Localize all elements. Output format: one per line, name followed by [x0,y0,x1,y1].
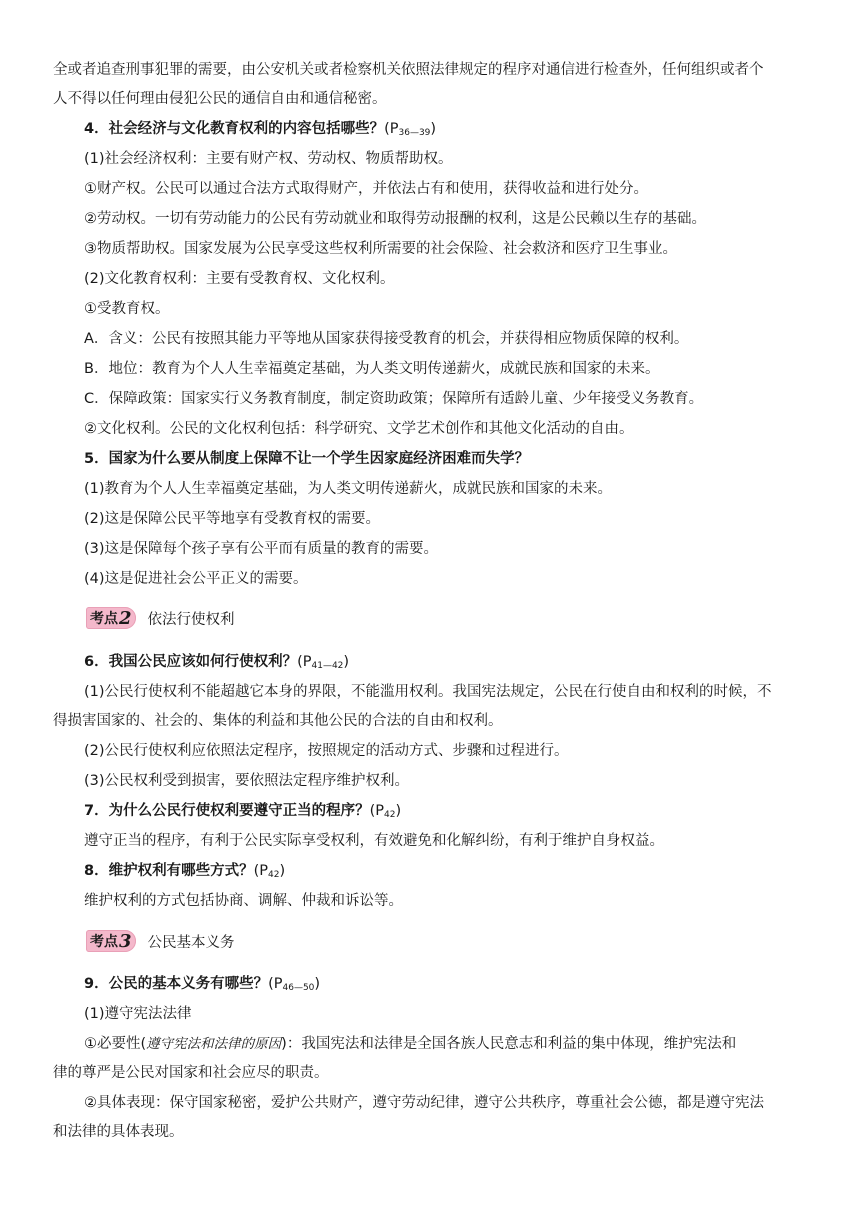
section-title: 依法行使权利 [147,611,235,628]
answer-line: 律的尊严是公民对国家和社会应尽的职责。 [53,1065,329,1081]
page-ref: $(P_{36—39})$ [384,121,437,138]
answer-line: (3)这是保障每个孩子享有公平而有质量的教育的需要。 [84,541,439,557]
answer-line: 维护权利的方式包括协商、调解、仲裁和诉讼等。 [84,893,403,909]
page-ref: $(P_{41—42})$ [297,654,350,671]
question-7 [84,801,860,821]
kaodian-badge: 考点 2 [86,607,136,629]
answer-line: (1)公民行使权利不能超越它本身的界限，不能滥用权利。我国宪法规定，公民在行使自由和权利的时候，不 [84,684,772,700]
answer-line: (3)公民权利受到损害，要依照法定程序维护权利。 [84,773,410,789]
italic-note: 遵守宪法和法律的原因 [146,1036,282,1052]
answer-line: (4)这是促进社会公平正义的需要。 [84,571,308,587]
page-ref: $(P_{42})$ [369,803,402,820]
paragraph-line: 人不得以任何理由侵犯公民的通信自由和通信秘密。 [53,91,387,107]
answer-line: ②劳动权。一切有劳动能力的公民有劳动就业和取得劳动报酬的权利，这是公民赖以生存的基础。 [84,211,706,227]
answer-line: 得损害国家的、社会的、集体的利益和其他公民的合法的自由和权利。 [53,713,503,729]
answer-line: (1)遵守宪法法律 [84,1006,192,1022]
answer-line: 和法律的具体表现。 [53,1124,184,1140]
answer-line: 遵守正当的程序，有利于公民实际享受权利，有效避免和化解纠纷，有利于维护自身权益。 [84,833,664,849]
page-ref: $(P_{46—50})$ [268,976,321,993]
question-text: 9．公民的基本义务有哪些？ [84,976,269,992]
answer-line: (1)教育为个人人生幸福奠定基础，为人类文明传递薪火，成就民族和国家的未来。 [84,481,613,497]
answer-line: ③物质帮助权。国家发展为公民享受这些权利所需要的社会保险、社会救济和医疗卫生事业。 [84,241,677,257]
section-title: 公民基本义务 [147,934,235,951]
question-text: 7．为什么公民行使权利要遵守正当的程序？ [84,803,370,819]
answer-line: (2)文化教育权利：主要有受教育权、文化权利。 [84,271,395,287]
question-text: 8．维护权利有哪些方式？ [84,863,254,879]
answer-line: A．含义：公民有按照其能力平等地从国家获得接受教育的机会，并获得相应物质保障的权利。 [84,331,689,347]
question-text: 6．我国公民应该如何行使权利？ [84,654,298,670]
question-8 [84,861,860,881]
answer-line: ①必要性(遵守宪法和法律的原因)：我国宪法和法律是全国各族人民意志和利益的集中体现，维护宪法和 [84,1036,737,1052]
answer-line: ①受教育权。 [84,301,170,317]
question-5: 5．国家为什么要从制度上保障不让一个学生因家庭经济困难而失学？ [84,451,530,467]
kaodian-badge: 考点 3 [86,930,136,952]
section-heading-2 [86,607,235,629]
answer-line: B．地位：教育为个人人生幸福奠定基础，为人类文明传递薪火，成就民族和国家的未来。 [84,361,660,377]
answer-line: ①财产权。公民可以通过合法方式取得财产，并依法占有和使用，获得收益和进行处分。 [84,181,648,197]
section-heading-3 [86,930,235,952]
question-4 [84,119,860,139]
answer-line: (2)公民行使权利应依照法定程序，按照规定的活动方式、步骤和过程进行。 [84,743,569,759]
answer-line: ②具体表现：保守国家秘密，爱护公共财产，遵守劳动纪律，遵守公共秩序，尊重社会公德，都是遵守宪法 [84,1095,764,1111]
answer-line: (2)这是保障公民平等地享有受教育权的需要。 [84,511,381,527]
answer-line: ②文化权利。公民的文化权利包括：科学研究、文学艺术创作和其他文化活动的自由。 [84,421,634,437]
question-6 [84,652,860,672]
answer-line: C．保障政策：国家实行义务教育制度，制定资助政策；保障所有适龄儿童、少年接受义务教育。 [84,391,704,407]
question-text: 4．社会经济与文化教育权利的内容包括哪些？ [84,121,385,137]
paragraph-line: 全或者追查刑事犯罪的需要，由公安机关或者检察机关依照法律规定的程序对通信进行检查外，任何组织或者个 [53,62,764,78]
question-9 [84,974,860,994]
page-ref: $(P_{42})$ [253,863,286,880]
answer-line: (1)社会经济权利：主要有财产权、劳动权、物质帮助权。 [84,151,453,167]
